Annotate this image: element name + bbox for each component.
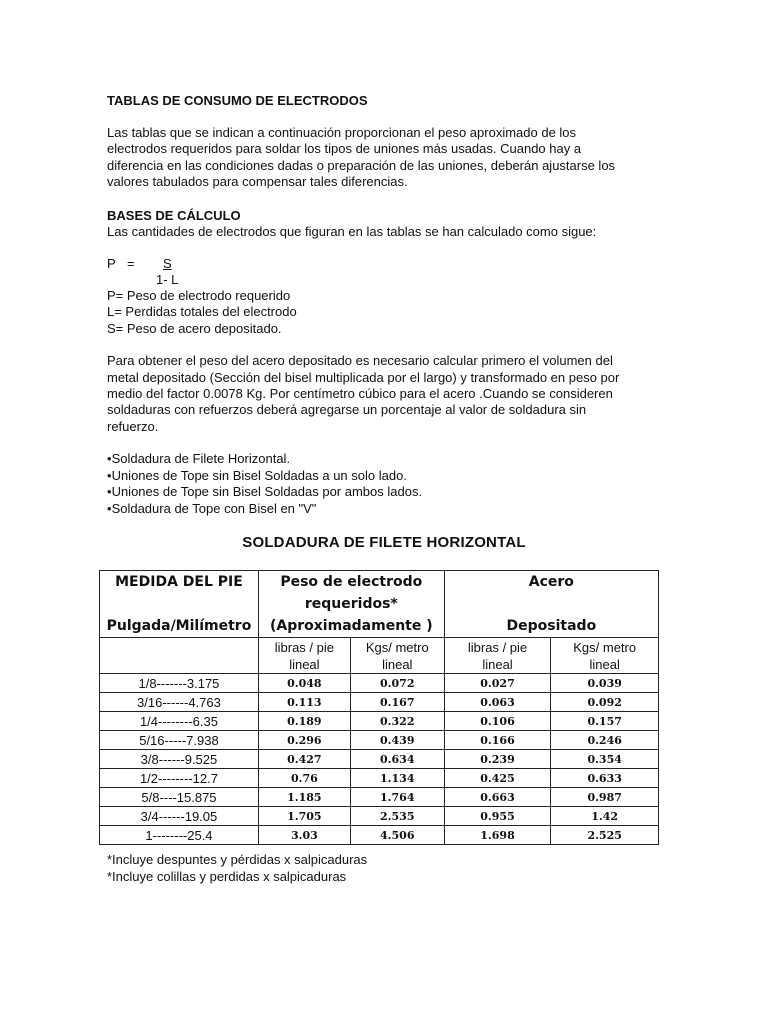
footnote: *Incluye colillas y perdidas x salpicaduras (107, 869, 347, 884)
cell-value: 3.03 (258, 826, 350, 845)
intro-line: Las tablas que se indican a continuación proporcionan el peso aproximado de los (107, 125, 577, 140)
cell-value: 0.072 (350, 674, 444, 693)
subheader-empty (100, 638, 259, 674)
cell-medida: 3/16------4.763 (100, 693, 259, 712)
header-line (445, 593, 658, 615)
subheader-libras-pie (258, 638, 350, 674)
formula-denominator: 1- L (156, 272, 179, 288)
table-row (100, 769, 659, 788)
cell-value: 2.525 (551, 826, 659, 845)
header-line (100, 593, 258, 615)
intro-line: electrodos requeridos para soldar los tipos de uniones más usadas. Cuando hay a (107, 141, 582, 157)
table-row (100, 788, 659, 807)
cell-value: 0.663 (444, 788, 551, 807)
cell-value: 0.189 (258, 712, 350, 731)
header-line: Acero (528, 574, 574, 590)
table-row (100, 807, 659, 826)
cell-value: 1.764 (350, 788, 444, 807)
table-row (100, 826, 659, 845)
cell-value: 0.027 (444, 674, 551, 693)
table-row (100, 712, 659, 731)
cell-value: 0.113 (258, 693, 350, 712)
cell-value: 0.76 (258, 769, 350, 788)
explanation-paragraph (107, 353, 667, 435)
cell-medida: 1/2--------12.7 (100, 769, 259, 788)
explanation-line: soldaduras con refuerzos deberá agregarse un porcentaje al valor de soldadura sin (107, 402, 587, 418)
header-acero-depositado (444, 571, 658, 638)
explanation-line: Para obtener el peso del acero depositado es necesario calcular primero el volumen del (107, 353, 613, 369)
cell-value: 0.092 (551, 693, 659, 712)
definitions (107, 288, 667, 337)
bases-text: Las cantidades de electrodos que figuran en las tablas se han calculado como sigue: (107, 223, 597, 239)
header-line: Peso de electrodo (280, 574, 423, 590)
cell-medida: 3/4------19.05 (100, 807, 259, 826)
footnotes (107, 851, 367, 885)
intro-line: diferencia en las condiciones dadas o preparación de las uniones, deberán ajustarse los (107, 157, 616, 173)
explanation-line: metal depositado (Sección del bisel multiplicada por el largo) y transformado en peso por (107, 369, 620, 385)
cell-value: 1.698 (444, 826, 551, 845)
cell-value: 1.42 (551, 807, 659, 826)
cell-value: 0.048 (258, 674, 350, 693)
cell-value: 1.134 (350, 769, 444, 788)
header-line: Depositado (506, 618, 597, 634)
cell-value: 1.705 (258, 807, 350, 826)
document-body (107, 92, 667, 517)
cell-value: 0.633 (551, 769, 659, 788)
cell-medida: 3/8------9.525 (100, 750, 259, 769)
cell-value: 1.185 (258, 788, 350, 807)
subheader-line: lineal (589, 656, 620, 672)
subheader-line: Kgs/ metro (365, 639, 429, 655)
cell-value: 0.322 (350, 712, 444, 731)
formula-numerator: S (163, 256, 172, 272)
cell-value: 0.296 (258, 731, 350, 750)
cell-value: 0.955 (444, 807, 551, 826)
document-title: TABLAS DE CONSUMO DE ELECTRODOS (107, 93, 368, 108)
cell-value: 0.106 (444, 712, 551, 731)
table-row (100, 674, 659, 693)
cell-value: 0.439 (350, 731, 444, 750)
bullet-item: • Uniones de Tope sin Bisel Soldadas a un solo lado. (107, 468, 667, 484)
table-row (100, 750, 659, 769)
cell-value: 0.425 (444, 769, 551, 788)
explanation-line: medio del factor 0.0078 Kg. Por centímetro cúbico para el acero .Cuando se consideren (107, 386, 613, 402)
subheader-kgs-metro (551, 638, 659, 674)
subheader-line: Kgs/ metro (573, 639, 637, 655)
formula (107, 256, 667, 288)
header-peso-electrodo (258, 571, 444, 638)
cell-medida: 1/8-------3.175 (100, 674, 259, 693)
header-line: Pulgada/Milímetro (106, 618, 252, 634)
bullet-list (107, 451, 667, 517)
cell-value: 0.039 (551, 674, 659, 693)
subheader-kgs-metro (350, 638, 444, 674)
definition-line: P= Peso de electrodo requerido (107, 288, 291, 304)
subheader-line: lineal (289, 656, 320, 672)
table-row (100, 693, 659, 712)
cell-value: 0.157 (551, 712, 659, 731)
bullet-item: • Soldadura de Filete Horizontal. (107, 451, 667, 467)
cell-value: 0.063 (444, 693, 551, 712)
cell-value: 0.246 (551, 731, 659, 750)
definition-line: S= Peso de acero depositado. (107, 320, 282, 336)
bases-title: BASES DE CÁLCULO (107, 207, 241, 223)
formula-lhs: P (107, 256, 116, 272)
subheader-line: lineal (382, 656, 413, 672)
cell-medida: 1--------25.4 (100, 826, 259, 845)
consumption-table (99, 570, 659, 845)
cell-value: 0.427 (258, 750, 350, 769)
bullet-item: • Soldadura de Tope con Bisel en "V" (107, 501, 667, 517)
intro-paragraph (107, 125, 667, 191)
header-line: requeridos* (304, 596, 398, 612)
cell-value: 0.354 (551, 750, 659, 769)
footnote: *Incluye despuntes y pérdidas x salpicaduras (107, 852, 368, 867)
table-title: SOLDADURA DE FILETE HORIZONTAL (242, 534, 526, 551)
header-line: (Aproximadamente ) (270, 618, 433, 634)
cell-value: 0.166 (444, 731, 551, 750)
cell-medida: 5/16-----7.938 (100, 731, 259, 750)
subheader-line: libras / pie (274, 639, 334, 655)
formula-equals: = (127, 256, 135, 272)
cell-medida: 1/4--------6.35 (100, 712, 259, 731)
cell-value: 0.634 (350, 750, 444, 769)
cell-medida: 5/8----15.875 (100, 788, 259, 807)
subheader-line: lineal (482, 656, 513, 672)
intro-line: valores tabulados para compensar tales diferencias. (107, 174, 408, 190)
bullet-item: • Uniones de Tope sin Bisel Soldadas por ambos lados. (107, 484, 667, 500)
subheader-libras-pie (444, 638, 551, 674)
cell-value: 4.506 (350, 826, 444, 845)
cell-value: 2.535 (350, 807, 444, 826)
subheader-line: libras / pie (467, 639, 528, 655)
header-medida (100, 571, 259, 638)
definition-line: L= Perdidas totales del electrodo (107, 304, 297, 320)
cell-value: 0.167 (350, 693, 444, 712)
cell-value: 0.239 (444, 750, 551, 769)
table-row (100, 731, 659, 750)
explanation-line: refuerzo. (107, 418, 159, 434)
header-line: MEDIDA DEL PIE (115, 574, 243, 590)
cell-value: 0.987 (551, 788, 659, 807)
